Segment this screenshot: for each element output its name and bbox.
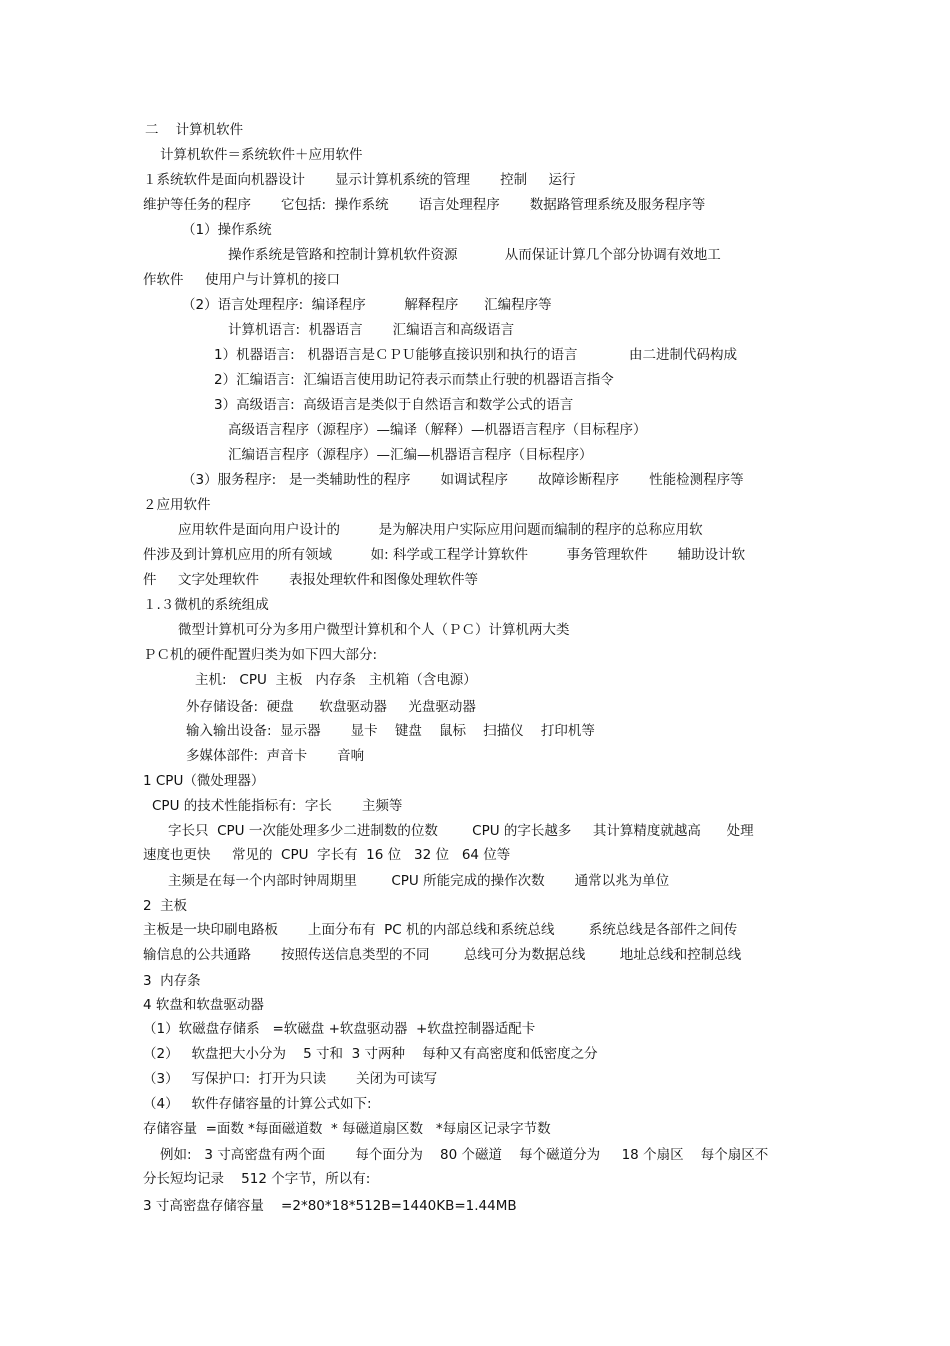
text-line: （3） 写保护口: 打开为只读 关闭为可读写 <box>143 1071 438 1087</box>
text-line: CPU 的技术性能指标有: 字长 主频等 <box>152 798 403 814</box>
text-line: 高级语言程序（源程序）—编译（解释）—机器语言程序（目标程序） <box>228 422 647 438</box>
text-line: 多媒体部件: 声音卡 音响 <box>186 748 365 764</box>
subheading: （1）操作系统 <box>182 222 272 238</box>
text-line: 维护等任务的程序 它包括: 操作系统 语言处理程序 数据路管理系统及服务程序等 <box>143 197 706 213</box>
section-heading-microcomputer: １.３微机的系统组成 <box>143 597 269 613</box>
text-line: ＰＣ机的硬件配置归类为如下四大部分: <box>143 647 378 663</box>
formula-line: 3 寸高密盘存储容量 =2*80*18*512B=1440KB=1.44MB <box>143 1198 517 1214</box>
text-line: 操作系统是管路和控制计算机软件资源 从而保证计算几个部分协调有效地工 <box>228 247 721 263</box>
subheading: 4 软盘和软盘驱动器 <box>143 997 264 1013</box>
text-line: 汇编语言程序（源程序）—汇编—机器语言程序（目标程序） <box>228 447 593 463</box>
text-line: （1）软磁盘存储系 =软磁盘 +软盘驱动器 +软盘控制器适配卡 <box>143 1021 536 1037</box>
text-line: 输入输出设备: 显示器 显卡 键盘 鼠标 扫描仪 打印机等 <box>186 723 595 739</box>
subheading: 3 内存条 <box>143 973 201 989</box>
subheading: （3）服务程序: 是一类辅助性的程序 如调试程序 故障诊断程序 性能检测程序等 <box>182 472 744 488</box>
text-line: 计算机语言: 机器语言 汇编语言和高级语言 <box>228 322 515 338</box>
text-line: 速度也更快 常见的 CPU 字长有 16 位 32 位 64 位等 <box>143 847 511 863</box>
text-line: （2） 软盘把大小分为 5 寸和 3 寸两种 每种又有高密度和低密度之分 <box>143 1046 598 1062</box>
text-line: 分长短均记录 512 个字节，所以有: <box>143 1171 371 1187</box>
subheading: （2）语言处理程序: 编译程序 解释程序 汇编程序等 <box>182 297 552 313</box>
text-line: 2）汇编语言: 汇编语言使用助记符表示而禁止行驶的机器语言指令 <box>214 372 614 388</box>
subheading: 1 CPU（微处理器） <box>143 773 265 789</box>
text-line: 主机: CPU 主板 内存条 主机箱（含电源） <box>195 672 477 688</box>
text-line: 应用软件是面向用户设计的 是为解决用户实际应用问题而编制的程序的总称应用软 <box>178 522 703 538</box>
text-line: 主板是一块印刷电路板 上面分布有 PC 机的内部总线和系统总线 系统总线是各部件之间传 <box>143 922 738 938</box>
text-line: 微型计算机可分为多用户微型计算机和个人（ＰＣ）计算机两大类 <box>178 622 570 638</box>
text-line: １系统软件是面向机器设计 显示计算机系统的管理 控制 运行 <box>143 172 576 188</box>
text-line: 例如: 3 寸高密盘有两个面 每个面分为 80 个磁道 每个磁道分为 18 个扇区 每个扇区不 <box>160 1147 769 1163</box>
section-heading-computer-software: 二 计算机软件 <box>145 122 244 138</box>
text-line: 件涉及到计算机应用的所有领域 如: 科学或工程学计算软件 事务管理软件 辅助设计软 <box>143 547 746 563</box>
subheading: 2 主板 <box>143 898 188 914</box>
text-line: 1）机器语言: 机器语言是ＣＰＵ能够直接识别和执行的语言 由二进制代码构成 <box>214 347 738 363</box>
text-line: 输信息的公共通路 按照传送信息类型的不同 总线可分为数据总线 地址总线和控制总线 <box>143 947 742 963</box>
text-line: 件 文字处理软件 表报处理软件和图像处理软件等 <box>143 572 478 588</box>
text-line: 外存储设备: 硬盘 软盘驱动器 光盘驱动器 <box>186 699 476 715</box>
formula-line: 存储容量 =面数 *每面磁道数 * 每磁道扇区数 *每扇区记录字节数 <box>143 1121 551 1137</box>
text-line: 字长只 CPU 一次能处理多少二进制数的位数 CPU 的字长越多 其计算精度就越高 处理 <box>168 823 754 839</box>
section-heading-application-software: ２应用软件 <box>143 497 211 513</box>
text-line: 3）高级语言: 高级语言是类似于自然语言和数学公式的语言 <box>214 397 574 413</box>
text-line: 计算机软件＝系统软件＋应用软件 <box>160 147 363 163</box>
text-line: （4） 软件存储容量的计算公式如下: <box>143 1096 372 1112</box>
text-line: 作软件 使用户与计算机的接口 <box>143 272 340 288</box>
text-line: 主频是在每一个内部时钟周期里 CPU 所能完成的操作次数 通常以兆为单位 <box>168 873 670 889</box>
